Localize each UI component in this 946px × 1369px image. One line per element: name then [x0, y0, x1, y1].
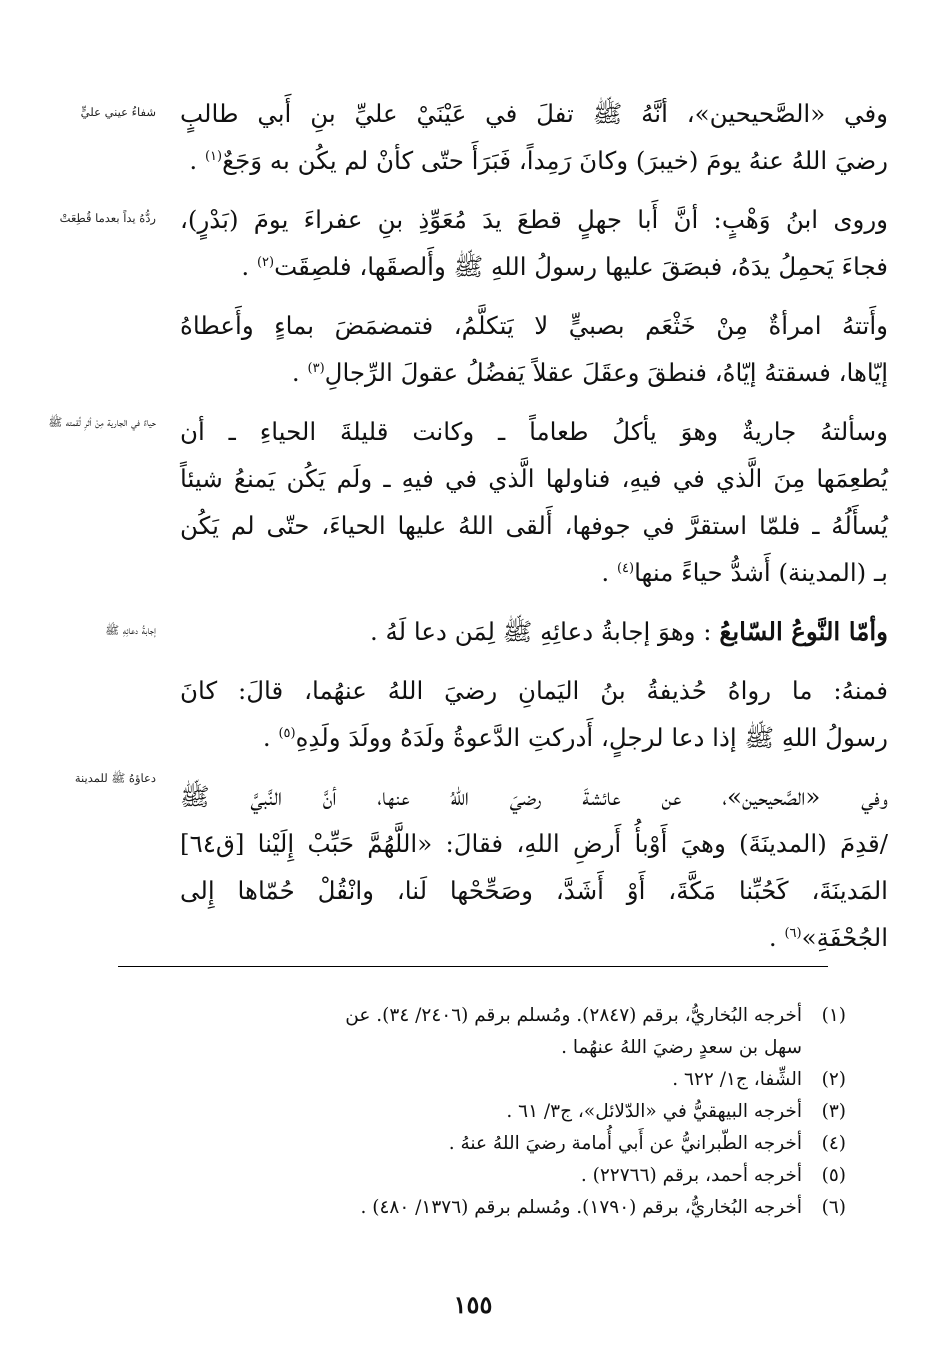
- footnote-ref: (١): [204, 148, 223, 164]
- footnote-text: أخرجه أحمد، برقم (٢٢٧٦٦) .: [580, 1165, 802, 1186]
- paragraph: [180, 196, 888, 290]
- text-line: وفي «الصَّحيحين»، أنَّهُ ﷺ تفلَ في عَيْنَيْ عليِّ بنِ أَبي طالبٍ: [180, 99, 888, 128]
- footnote-ref: (٦): [784, 925, 802, 941]
- paragraph: [180, 302, 888, 396]
- text-line: إيّاها، فسقتهُ إيّاهُ، فنطقَ وعقَلَ عقلاً يَفضُلُ عقولَ الرِّجالِ$^{(٣)}$ .: [291, 358, 888, 387]
- footnote: [156, 1192, 846, 1224]
- footnote: [156, 1128, 846, 1160]
- text-line: المَدينَةَ، كَحُبِّنا مَكَّةَ، أَوْ أَشَدَّ، وصَحِّحْها لَنا، وانْقُلْ حُمّاها إِلى: [180, 876, 888, 905]
- footnote-text: أخرجه البُخاريُّ، برقم (١٧٩٠). ومُسلم برقم (١٣٧٦/ ٤٨٠) .: [360, 1197, 802, 1218]
- footnote-ref: (٢): [256, 254, 275, 270]
- text-line: وروى ابنُ وَهْبٍ: أنَّ أَبا جهلٍ قطعَ يدَ مُعَوِّذِ بنِ عفراءَ يومَ (بَدْرٍ)،: [180, 205, 888, 234]
- footnote-text: أخرجه الطّبرانيُّ عن أَبي أُمامة رضيَ اللهُ عنهُ .: [448, 1133, 802, 1154]
- text-line: الجُحْفَةِ»$^{(٦)}$ .: [768, 923, 888, 952]
- main-text: [180, 90, 888, 973]
- text-line: يُسأَلُهُ ـ فلمّا استقرَّ في جوفها، أَلقى اللهُ عليها الحياءَ، حتّى لم يَكُن: [180, 511, 888, 540]
- footnote-divider: [118, 966, 828, 967]
- margin-note: إجابةُ دعائِهِ ﷺ: [105, 623, 156, 637]
- paragraph: [180, 773, 888, 961]
- section-heading: وأمّا النَّوعُ السّابعُ: [719, 617, 888, 646]
- text-line: وأَتتهُ امرأةٌ مِنْ خَثْعَم بصبيٍّ لا يَتكلَّمُ، فتمضمَضَ بماءٍ وأَعطاهُ: [180, 311, 888, 340]
- text-line: وفي «الصَّحيحين»، عن عائشةَ رضيَ اللهُ عنها، أنَّ النَّبيَّ ﷺ: [180, 782, 888, 811]
- text-line: يُطعِمَها مِنَ الَّذي في فيهِ، فناولها الَّذي في فيهِ ـ ولَم يَكُن يَمنعُ شيئاً: [180, 464, 888, 493]
- paragraph: [180, 408, 888, 596]
- text-line: /قدِمَ (المدينَةَ) وهيَ أَوْبأُ أَرضِ اللهِ، فقالَ: «اللَّهُمَّ حَبِّبْ إِلَيْنا [ق٦٤]: [180, 829, 888, 858]
- paragraph: [180, 90, 888, 184]
- footnote-text: أخرجه البُخاريُّ، برقم (٢٨٤٧). ومُسلم برقم (٢٤٠٦/ ٣٤). عن: [345, 1005, 802, 1026]
- footnote-ref: (٣): [307, 360, 325, 376]
- footnote-number: (٦): [821, 1197, 846, 1218]
- text-line: وأمّا النَّوعُ السّابعُ : وهوَ إجابةُ دعائِهِ ﷺ لِمَن دعا لَهُ .: [369, 617, 888, 646]
- footnote-ref: (٥): [278, 725, 296, 741]
- footnote: [156, 1064, 846, 1096]
- footnote-number: (٣): [821, 1101, 846, 1122]
- footnote-continuation: سهل بن سعدٍ رضيَ اللهُ عنهُما .: [561, 1037, 802, 1058]
- text-line: فجاءَ يَحمِلُ يدَهُ، فبصَقَ عليها رسولُ اللهِ ﷺ وأَلصقَها، فلصِقَت$^{(٢)}$ .: [241, 252, 888, 281]
- footnote-number: (٢): [821, 1069, 846, 1090]
- text-line: بـ (المدينة) أَشدُّ حياءً منها$^{(٤)}$ .: [601, 558, 888, 587]
- text-line: فمنهُ: ما رواهُ حُذيفةُ بنُ اليَمانِ رضيَ اللهُ عنهُما، قالَ: كانَ: [180, 676, 888, 705]
- footnote-text: أخرجه البيهقيُّ في «الدّلائل»، ج٣/ ٦١ .: [506, 1101, 802, 1122]
- footnote-number: (١): [821, 1005, 846, 1026]
- margin-note: دعاؤهُ ﷺ للمدينة: [74, 771, 156, 785]
- margin-note: حياءٌ في الجارية مِنْ أثرِ لُقمته ﷺ: [48, 415, 156, 429]
- text-line: رضيَ اللهُ عنهُ يومَ (خيبرَ) وكانَ رَمِداً، فَبَرَأَ حتّى كأنْ لم يكُن به وَجَعٌ$^{(١)}$ .: [189, 146, 888, 175]
- text-line: رسولُ اللهِ ﷺ إذا دعا لرجلٍ، أَدركتِ الدَّعوةُ ولَدَهُ وولَدَ ولَدِهِ$^{(٥)}$ .: [262, 723, 888, 752]
- margin-note: شفاءُ عيني عليٍّ: [80, 105, 156, 119]
- footnote-number: (٤): [821, 1133, 846, 1154]
- footnote: [156, 1000, 846, 1032]
- footnote-ref: (٤): [616, 560, 635, 576]
- footnote-number: (٥): [821, 1165, 846, 1186]
- footnote: [156, 1160, 846, 1192]
- section-heading-paragraph: [180, 608, 888, 655]
- margin-note: ردُّهُ يداً بعدما قُطِعَتْ: [59, 211, 156, 225]
- text-line: وسألتهُ جاريةٌ وهوَ يأكلُ طعاماً ـ وكانت قليلةَ الحياءِ ـ أن: [180, 417, 888, 446]
- page-number: ١٥٥: [453, 1290, 493, 1319]
- footnote-text: الشِّفا، ج١/ ٦٢٢ .: [672, 1069, 802, 1090]
- footnote: [156, 1096, 846, 1128]
- paragraph: [180, 667, 888, 761]
- footnotes: [156, 1000, 846, 1224]
